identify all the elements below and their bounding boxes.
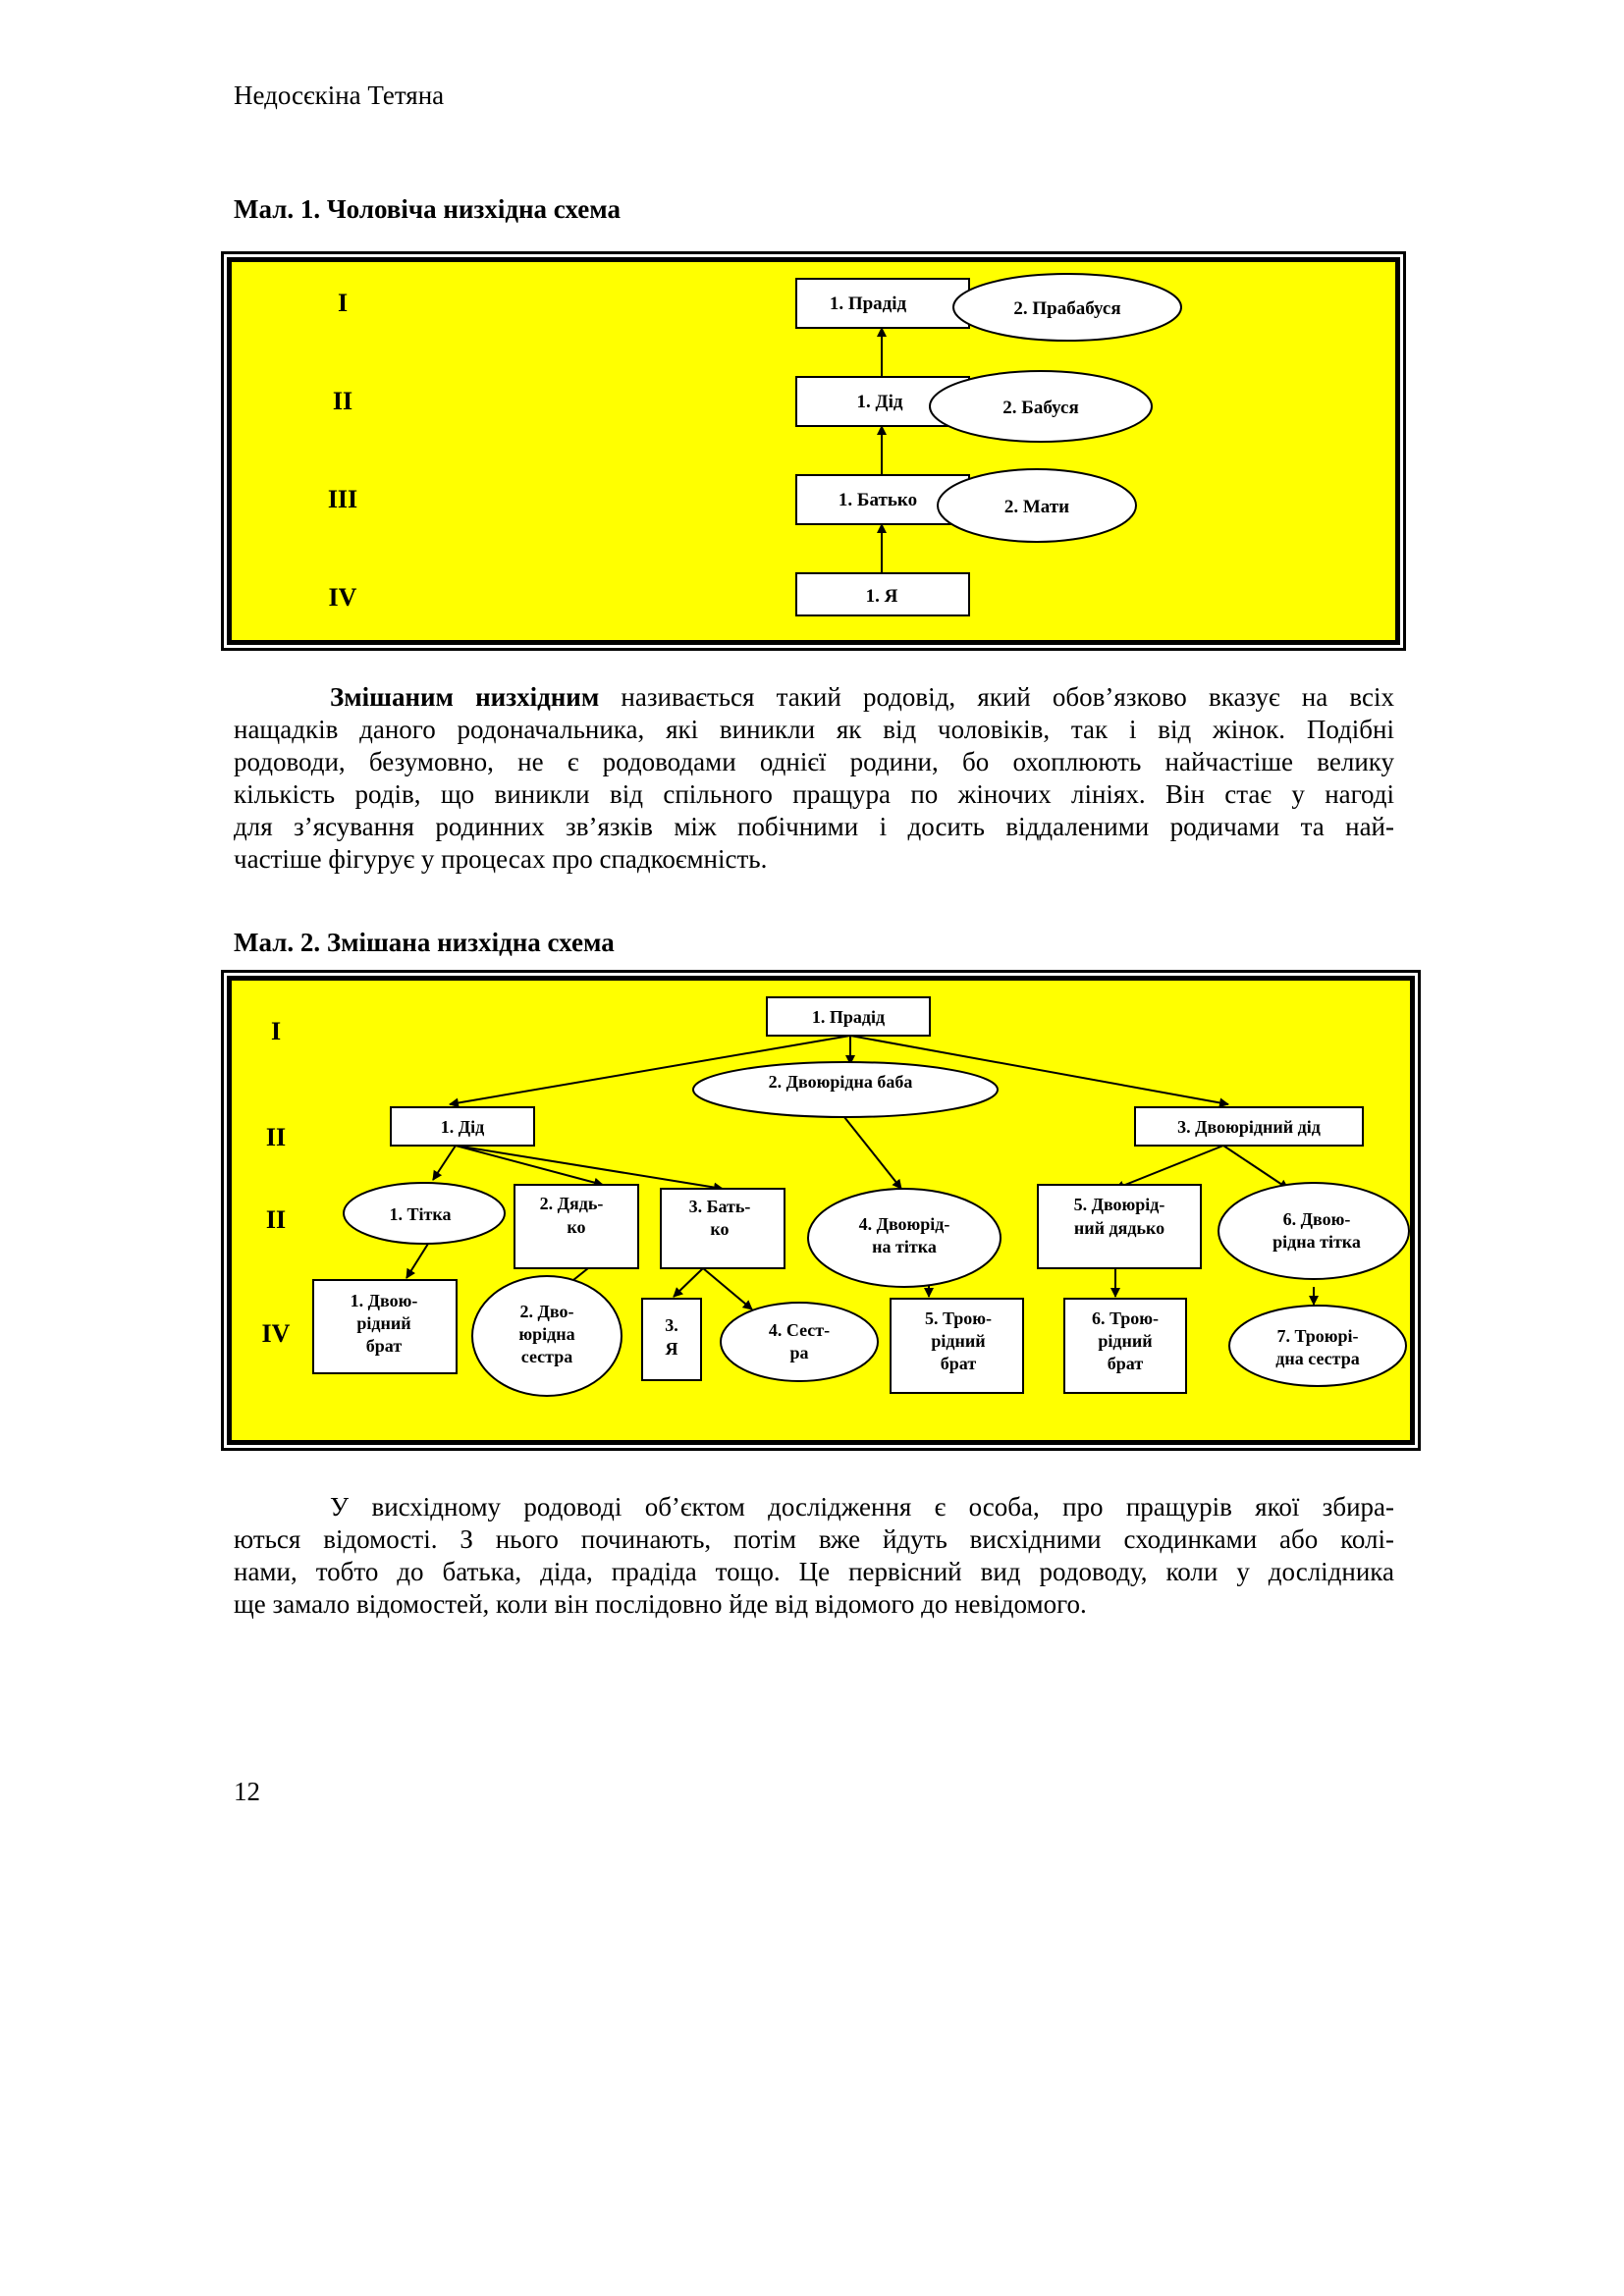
f2-text-dvoyurid-titka2-2: рідна тітка: [1272, 1232, 1361, 1252]
f2-text-troyurid-brat2-3: брат: [1107, 1354, 1144, 1373]
f2-level-1: I: [270, 1017, 282, 1045]
f2-text-sestra-1: 4. Сест-: [768, 1320, 831, 1340]
f2-ellipse-dvoyurid-titka2: [1218, 1183, 1409, 1279]
para2-line-3: нами, тобто до батька, діда, прадіда тощо. Це первісний вид родоводу, коли у дослідника: [234, 1557, 1394, 1586]
running-header: Недосєкіна Тетяна: [234, 80, 445, 110]
figure-2-caption: Мал. 2. Змішана низхідна схема: [234, 928, 615, 957]
f2-level-2: II: [265, 1123, 287, 1151]
f2-text-did: 1. Дід: [440, 1117, 485, 1137]
f2-text-dvoyurid-titka2-1: 6. Двою-: [1282, 1209, 1351, 1229]
f2-text-troyurid-brat2-1: 6. Трою-: [1091, 1308, 1160, 1328]
f2-ellipse-sestra: [721, 1303, 878, 1381]
para1-line-6: частіше фігурує у процесах про спадкоємність.: [234, 844, 768, 874]
paragraph-ascending: [234, 1491, 1394, 1621]
f2-text-dvoyurid-sestra-1: 2. Дво-: [519, 1302, 574, 1321]
para2-line-4: ще замало відомостей, коли він послідовно йде від відомого до невідомого.: [234, 1589, 1087, 1619]
para1-line-3: родоводи, безумовно, не є родоводами однієї родини, бо охоплюють найчастіше велику: [234, 747, 1394, 776]
f2-text-ya-2: Я: [665, 1339, 678, 1359]
para2-line-2: ються відомості. З нього починають, потім вже йдуть висхідними сходинками або колі-: [234, 1524, 1394, 1554]
para1-line-4: кількість родів, що виникли від спільного пращура по жіночих лініях. Він стає у нагоді: [234, 779, 1394, 809]
f2-text-dvoyurid-brat-1: 1. Двою-: [350, 1291, 418, 1310]
para2-line-1: У висхідному родоводі об’єктом дослідження є особа, про пращурів якої збира-: [330, 1492, 1394, 1522]
f2-text-dyadko-1: 2. Дядь-: [539, 1194, 604, 1213]
figure-2-diagram: [227, 976, 1415, 1445]
f1-text-pradid: 1. Прадід: [829, 294, 907, 314]
f2-arrow-dvdid-titka: [1223, 1146, 1288, 1189]
f2-ellipse-troyurid-sestra: [1229, 1306, 1406, 1386]
f1-text-did: 1. Дід: [856, 392, 903, 412]
figure-1-caption: Мал. 1. Чоловіча низхідна схема: [234, 194, 621, 224]
f2-arrow-baba-titka: [840, 1112, 901, 1189]
f2-text-dvoyurid-brat-2: рідний: [356, 1313, 411, 1333]
f1-level-1: I: [337, 289, 349, 317]
f2-text-pradid: 1. Прадід: [811, 1007, 886, 1027]
f2-text-ya-1: 3.: [665, 1315, 678, 1335]
f2-arrow-titka-brat: [406, 1244, 428, 1278]
f2-text-dvoyurid-titka-2: на тітка: [872, 1237, 937, 1256]
f2-text-dvoyurid-did: 3. Двоюрідний дід: [1177, 1117, 1321, 1137]
f1-level-3: III: [327, 485, 358, 513]
para1-line-5: для з’ясування родинних зв’язків між побічними і досить віддаленими родичами та най-: [234, 812, 1394, 841]
figure-1-diagram: [227, 257, 1400, 645]
para1-line-2: нащадків даного родоначальника, які виникли як від чоловіків, так і від жінок. Подібні: [234, 715, 1394, 744]
f2-text-troyurid-brat1-3: брат: [940, 1354, 977, 1373]
f2-text-dvoyurid-baba: 2. Двоюрідна баба: [768, 1072, 913, 1092]
f1-level-4: IV: [328, 583, 357, 612]
f2-arrow-did-titka: [433, 1146, 456, 1180]
f2-text-dvoyurid-sestra-3: сестра: [520, 1347, 573, 1366]
f2-arrow-batko-sestra: [703, 1268, 752, 1309]
f2-text-troyurid-brat2-2: рідний: [1098, 1331, 1153, 1351]
f1-level-2: II: [332, 387, 353, 415]
para1-line-1: [234, 681, 1394, 714]
f1-text-maty: 2. Мати: [1003, 497, 1070, 517]
paragraph-mixed-descending: [234, 681, 1394, 876]
f2-text-batko-1: 3. Бать-: [688, 1197, 751, 1216]
f2-arrow-batko-ya: [674, 1268, 703, 1297]
figure-1-frame: [221, 251, 1406, 651]
f2-text-troyurid-sestra-2: дна сестра: [1275, 1349, 1360, 1368]
figure-1-svg: [232, 262, 1397, 642]
f2-text-dvoyurid-dyadko-2: ний дядько: [1073, 1218, 1165, 1238]
f1-text-ya: 1. Я: [865, 586, 898, 607]
f2-text-sestra-2: ра: [789, 1343, 809, 1362]
f2-arrow-did-batko: [456, 1146, 723, 1189]
f1-text-prababusya: 2. Прабабуся: [1013, 298, 1121, 319]
page-number: 12: [234, 1777, 260, 1806]
f2-text-dvoyurid-sestra-2: юрідна: [518, 1324, 575, 1344]
f2-text-troyurid-brat1-1: 5. Трою-: [924, 1308, 993, 1328]
f2-text-dvoyurid-brat-3: брат: [365, 1336, 403, 1356]
f1-text-batko: 1. Батько: [838, 490, 918, 510]
f2-arrow-dvdid-dyadko: [1115, 1146, 1223, 1189]
f2-text-dyadko-2: ко: [567, 1217, 586, 1237]
f2-text-dvoyurid-dyadko-1: 5. Двоюрід-: [1073, 1195, 1165, 1214]
f2-level-4: IV: [261, 1319, 291, 1348]
f1-text-babusya: 2. Бабуся: [1002, 398, 1079, 418]
f2-text-batko-2: ко: [710, 1219, 730, 1239]
f2-text-troyurid-brat1-2: рідний: [931, 1331, 986, 1351]
para1-line-1-rest: називається такий родовід, який обов’язково вказує на всіх: [599, 682, 1394, 712]
f2-text-troyurid-sestra-1: 7. Троюрі-: [1276, 1326, 1359, 1346]
figure-2-svg: [232, 981, 1412, 1442]
f2-text-dvoyurid-titka-1: 4. Двоюрід-: [858, 1214, 950, 1234]
figure-2-frame: [221, 970, 1421, 1451]
f2-level-3: II: [265, 1205, 287, 1234]
f2-text-titka: 1. Тітка: [389, 1204, 452, 1224]
term-mixed-descending: Змішаним низхідним: [330, 682, 600, 712]
